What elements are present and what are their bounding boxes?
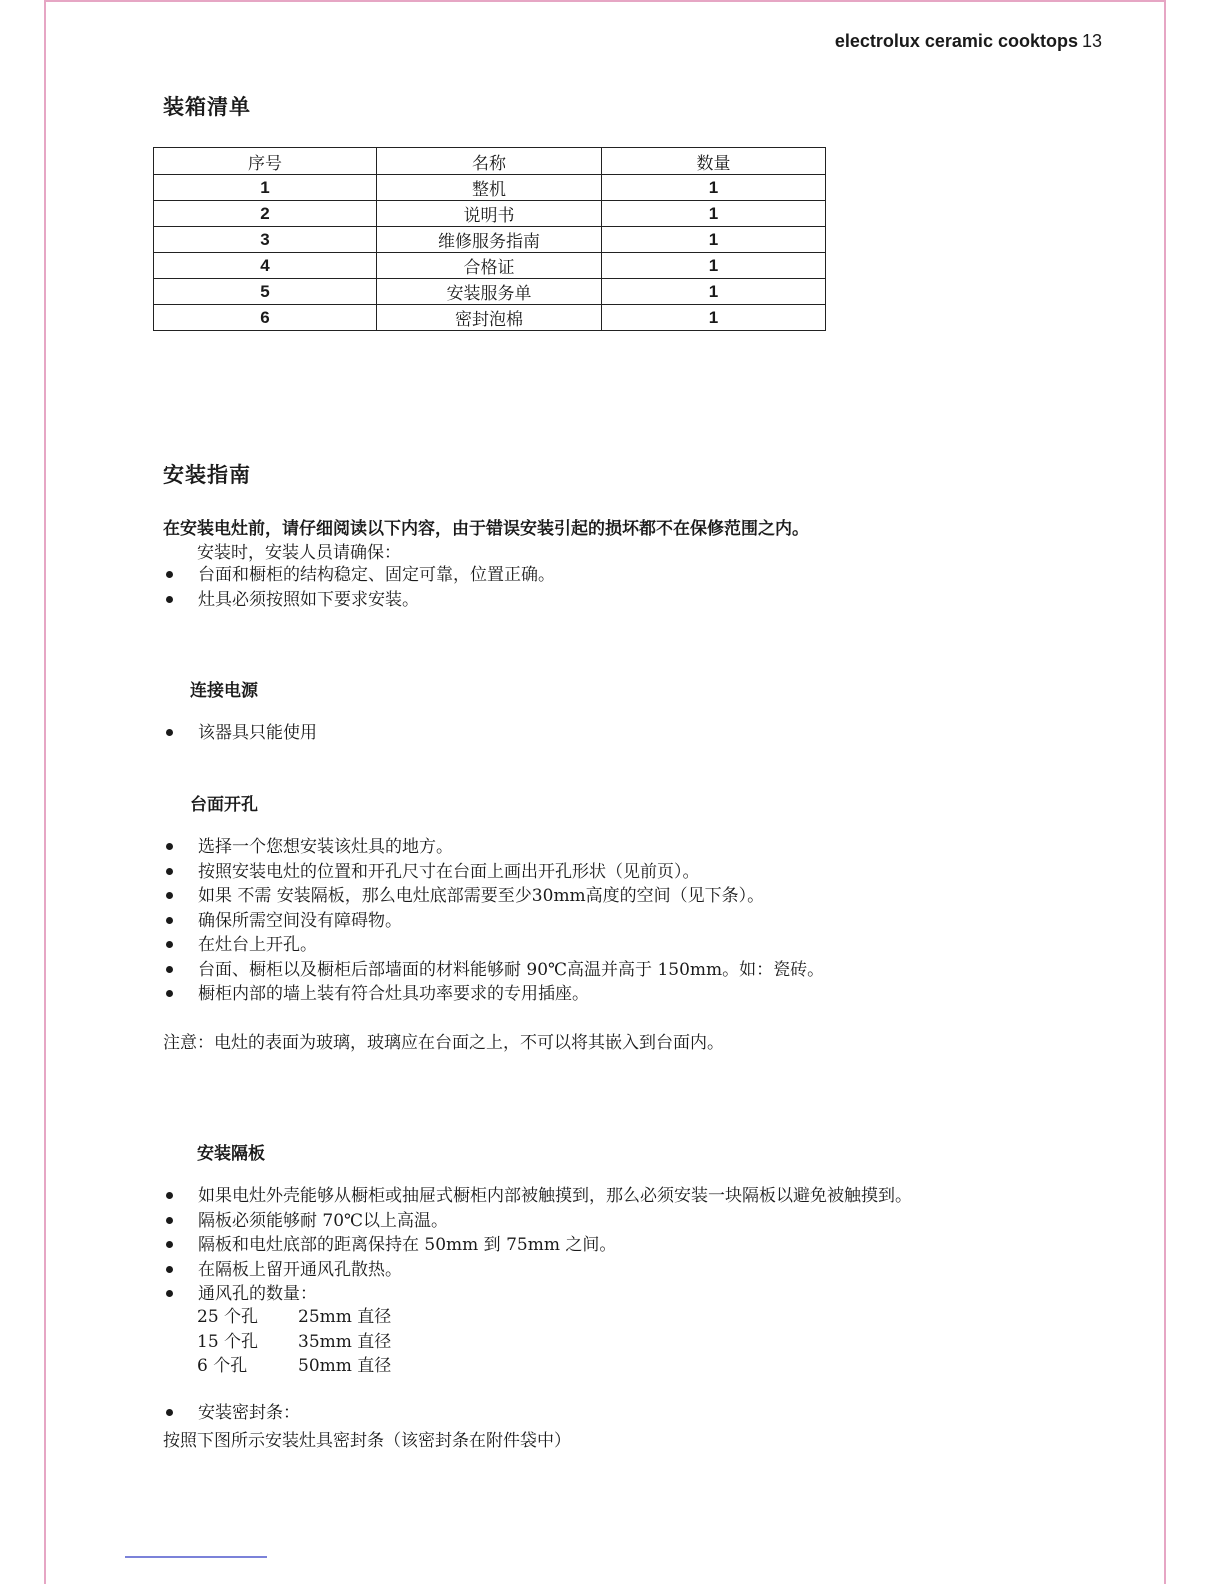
table-row <box>154 227 826 253</box>
list-item <box>163 884 824 909</box>
list-item <box>163 933 824 958</box>
cutout-section-title: 台面开孔 <box>190 795 258 815</box>
page-edge-bottom-mark <box>125 1556 267 1558</box>
list-item-text: 安装密封条： <box>198 1403 300 1423</box>
packing-list-title: 装箱清单 <box>163 94 251 119</box>
cutout-bullet-list <box>163 835 824 1007</box>
list-item <box>163 860 824 885</box>
table-row <box>154 279 826 305</box>
table-row <box>154 175 826 201</box>
list-item <box>163 1401 300 1426</box>
vent-hole-row <box>197 1330 391 1355</box>
list-item-text: 隔板必须能够耐 70℃以上高温。 <box>198 1210 449 1231</box>
vent-hole-row <box>197 1305 391 1330</box>
column-header-index: 序号 <box>154 148 377 175</box>
page-edge-left <box>44 0 46 1584</box>
list-item-text: 按照安装电灶的位置和开孔尺寸在台面上画出开孔形状（见前页）。 <box>198 861 700 882</box>
page-edge-top <box>44 0 1166 2</box>
cell-quantity: 1 <box>602 305 826 331</box>
cell-name: 密封泡棉 <box>377 305 602 331</box>
bullet-icon <box>166 596 173 603</box>
list-item-text: 选择一个您想安装该灶具的地方。 <box>198 837 453 857</box>
column-header-name: 名称 <box>377 148 602 175</box>
list-item <box>163 909 824 934</box>
bullet-icon <box>166 571 173 578</box>
list-item-text: 橱柜内部的墙上装有符合灶具功率要求的专用插座。 <box>198 984 589 1004</box>
list-item-text: 该器具只能使用 <box>198 723 317 743</box>
seal-bullet-list <box>163 1401 300 1426</box>
cell-name: 说明书 <box>377 201 602 227</box>
list-item <box>163 1209 912 1234</box>
table-row <box>154 305 826 331</box>
cell-index: 3 <box>154 227 377 253</box>
cell-name: 合格证 <box>377 253 602 279</box>
cell-index: 6 <box>154 305 377 331</box>
partition-bullet-list <box>163 1184 912 1307</box>
list-item-text: 灶具必须按照如下要求安装。 <box>198 589 419 610</box>
table-row <box>154 253 826 279</box>
power-bullet-list <box>163 721 317 746</box>
bullet-icon <box>166 1266 173 1273</box>
bullet-icon <box>166 892 173 899</box>
cell-name: 整机 <box>377 175 602 201</box>
list-item <box>163 835 824 860</box>
list-item-text: 台面、橱柜以及橱柜后部墙面的材料能够耐 90℃高温并高于 150mm。如：瓷砖。 <box>198 959 825 980</box>
list-item <box>163 721 317 746</box>
install-bullet-list <box>163 563 555 612</box>
hole-diameter: 50mm 直径 <box>298 1356 392 1376</box>
cell-index: 1 <box>154 175 377 201</box>
cell-quantity: 1 <box>602 201 826 227</box>
cell-index: 4 <box>154 253 377 279</box>
list-item-text: 在灶台上开孔。 <box>198 935 317 955</box>
bullet-icon <box>166 1192 173 1199</box>
list-item-text: 如果 不需 安装隔板，那么电灶底部需要至少30mm高度的空间（见下条）。 <box>198 886 765 906</box>
hole-count: 25 个孔 <box>197 1307 259 1327</box>
column-header-quantity: 数量 <box>602 148 826 175</box>
vent-hole-row <box>197 1354 391 1379</box>
vent-holes-list <box>197 1305 391 1379</box>
list-item-text: 确保所需空间没有障碍物。 <box>198 910 402 931</box>
bullet-icon <box>166 941 173 948</box>
list-item-text: 台面和橱柜的结构稳定、固定可靠，位置正确。 <box>198 565 555 585</box>
seal-instruction: 按照下图所示安装灶具密封条（该密封条在附件袋中） <box>163 1431 571 1451</box>
packing-list-table <box>153 147 826 331</box>
table-row <box>154 201 826 227</box>
list-item <box>163 1233 912 1258</box>
bullet-icon <box>166 917 173 924</box>
hole-count: 6 个孔 <box>197 1356 248 1376</box>
list-item-text: 隔板和电灶底部的距离保持在 50mm 到 75mm 之间。 <box>198 1235 617 1255</box>
cell-name: 安装服务单 <box>377 279 602 305</box>
bullet-icon <box>166 868 173 875</box>
bullet-icon <box>166 1290 173 1297</box>
list-item-text: 如果电灶外壳能够从橱柜或抽屉式橱柜内部被触摸到，那么必须安装一块隔板以避免被触摸到。 <box>198 1186 912 1206</box>
hole-count: 15 个孔 <box>197 1331 259 1352</box>
bullet-icon <box>166 990 173 997</box>
cell-quantity: 1 <box>602 253 826 279</box>
bullet-icon <box>166 1217 173 1224</box>
list-item <box>163 1184 912 1209</box>
bullet-icon <box>166 1241 173 1248</box>
header-brand: electrolux ceramic cooktops <box>834 31 1078 51</box>
list-item <box>163 588 555 613</box>
bullet-icon <box>166 843 173 850</box>
list-item <box>163 982 824 1007</box>
list-item-text: 通风孔的数量： <box>198 1284 317 1304</box>
cell-index: 5 <box>154 279 377 305</box>
install-guide-title: 安装指南 <box>163 462 251 487</box>
install-warning: 在安装电灶前，请仔细阅读以下内容，由于错误安装引起的损坏都不在保修范围之内。 <box>163 519 809 539</box>
list-item <box>163 958 824 983</box>
cell-name: 维修服务指南 <box>377 227 602 253</box>
hole-diameter: 25mm 直径 <box>298 1307 392 1327</box>
cell-quantity: 1 <box>602 279 826 305</box>
list-item <box>163 563 555 588</box>
cell-quantity: 1 <box>602 175 826 201</box>
page-edge-right <box>1164 0 1166 1584</box>
bullet-icon <box>166 1409 173 1416</box>
table-header-row <box>154 148 826 175</box>
bullet-icon <box>166 729 173 736</box>
list-item <box>163 1282 912 1307</box>
cell-quantity: 1 <box>602 227 826 253</box>
page-number: 13 <box>1081 31 1102 51</box>
running-header <box>835 31 1102 52</box>
partition-section-title: 安装隔板 <box>197 1144 265 1164</box>
cutout-note: 注意：电灶的表面为玻璃，玻璃应在台面之上，不可以将其嵌入到台面内。 <box>163 1033 724 1053</box>
bullet-icon <box>166 966 173 973</box>
hole-diameter: 35mm 直径 <box>298 1331 392 1352</box>
list-item <box>163 1258 912 1283</box>
power-section-title: 连接电源 <box>190 681 258 701</box>
install-intro: 安装时，安装人员请确保： <box>197 543 401 563</box>
list-item-text: 在隔板上留开通风孔散热。 <box>198 1259 402 1280</box>
cell-index: 2 <box>154 201 377 227</box>
